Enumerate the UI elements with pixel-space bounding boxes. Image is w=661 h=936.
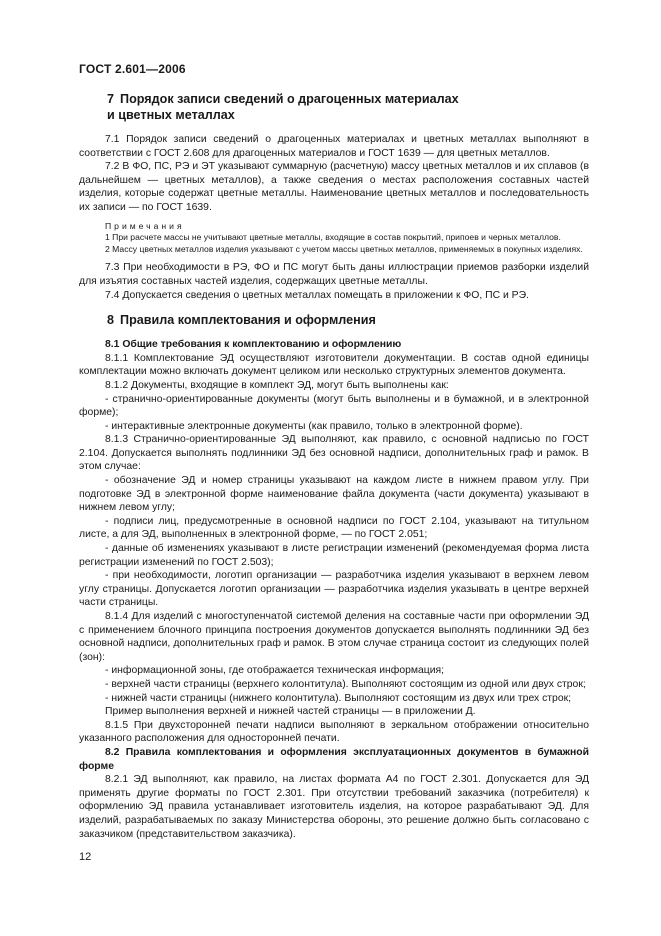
page-content bbox=[79, 91, 589, 841]
paragraph-8-1-5: 8.1.5 При двухсторонней печати надписи выполняют в зеркальном отображении относительно указанного расположения для односторонней печати. bbox=[79, 719, 589, 745]
subsection-8-1-heading: 8.1 Общие требования к комплектованию и оформлению bbox=[105, 339, 402, 351]
section-7-title-line2: и цветных металлах bbox=[107, 108, 235, 122]
list-item-8-1-4a: - информационной зоны, где отображается техническая информация; bbox=[105, 665, 445, 677]
paragraph-7-2: 7.2 В ФО, ПС, РЭ и ЭТ указывают суммарную (расчетную) массу цветных металлов и их сплавов (в дальнейшем — цветных металлов), а также сведения о местах расположения составных частей изделия, которые содержат цветные металлы. Наименование цветных металлов и последовательность их записи — по ГОСТ 1639. bbox=[79, 161, 589, 213]
list-item-8-1-2a: - странично-ориентированные документы (могут быть выполнены и в бумажной, и в электронной форме); bbox=[79, 393, 589, 419]
paragraph-8-2-1: 8.2.1 ЭД выполняют, как правило, на листах формата А4 по ГОСТ 2.301. Допускается для ЭД применять другие форматы по ГОСТ 2.301. При отсутствии требований заказчика (потребителя) к оформлению ЭД правила устанавливает изготовитель изделия, на которое разрабатывают ЭД. Для изделий, разрабатываемых по заказу Министерства обороны, это решение должно быть согласовано с заказчиком (представительством заказчика). bbox=[79, 774, 589, 840]
subsection-8-2-heading: 8.2 Правила комплектования и оформления эксплуатационных документов в бумажной форме bbox=[79, 746, 589, 772]
paragraph-8-1-1: 8.1.1 Комплектование ЭД осуществляют изготовители документации. В состав одной единицы комплектации можно включать документ целиком или несколько структурных элементов документа. bbox=[79, 352, 589, 378]
note-2: 2 Массу цветных металлов изделия указывают с учетом массы цветных металлов, применяемых в покупных изделиях. bbox=[105, 243, 583, 254]
paragraph-7-4: 7.4 Допускается сведения о цветных металлах помещать в приложении к ФО, ПС и РЭ. bbox=[105, 289, 529, 301]
note-1: 1 При расчете массы не учитывают цветные металлы, входящие в состав покрытий, припоев и черных металлов. bbox=[105, 232, 561, 243]
document-header: ГОСТ 2.601—2006 bbox=[79, 62, 186, 76]
list-item-8-1-3c: - данные об изменениях указывают в листе регистрации изменений (рекомендуемая форма листа регистрации изменений по ГОСТ 2.503); bbox=[79, 543, 589, 568]
section-7-number: 7 bbox=[107, 92, 115, 106]
list-item-8-1-3b: - подписи лиц, предусмотренные в основной надписи по ГОСТ 2.104, указывают на титульном листе, а для ЭД, выполненных в электронной форме, — по ГОСТ 2.051; bbox=[79, 515, 589, 541]
paragraph-7-1: 7.1 Порядок записи сведений о драгоценных материалах и цветных металлах выполняют в соответствии с ГОСТ 2.608 для драгоценных материалов и ГОСТ 1639 — для цветных металлов. bbox=[79, 134, 589, 159]
notes-block bbox=[79, 221, 589, 256]
notes-title: Примечания bbox=[105, 220, 185, 231]
paragraph-8-1-4-example: Пример выполнения верхней и нижней частей страницы — в приложении Д. bbox=[105, 706, 476, 718]
page-number: 12 bbox=[79, 851, 92, 863]
paragraph-7-3: 7.3 При необходимости в РЭ, ФО и ПС могут быть даны иллюстрации приемов разборки изделий для изъятия составных частей изделия, содержащих цветные металлы. bbox=[79, 262, 589, 287]
section-7-title-line1: Порядок записи сведений о драгоценных материалах bbox=[120, 92, 459, 106]
list-item-8-1-2b: - интерактивные электронные документы (как правило, только в электронной форме). bbox=[105, 420, 523, 432]
paragraph-8-1-2: 8.1.2 Документы, входящие в комплект ЭД, могут быть выполнены как: bbox=[105, 379, 449, 391]
list-item-8-1-4c: - нижней части страницы (нижнего колонтитула). Выполняют состоящим из двух или трех строк; bbox=[105, 692, 572, 704]
section-8-number: 8 bbox=[107, 313, 115, 328]
section-8-heading bbox=[79, 312, 589, 328]
section-7-heading bbox=[79, 91, 589, 123]
paragraph-8-1-3: 8.1.3 Странично-ориентированные ЭД выполняют, как правило, с основной надписью по ГОСТ 2.104. Допускается выполнять подлинники ЭД без основной надписи, дополнительных граф и рамок. В этом случае: bbox=[79, 434, 589, 473]
section-8-title: Правила комплектования и оформления bbox=[120, 313, 376, 328]
paragraph-8-1-4: 8.1.4 Для изделий с многоступенчатой системой деления на составные части при оформлении ЭД с применением блочного принципа построения документов допускается выполнять подлинники ЭД без основной надписи, дополнительных граф и рамок. В этом случае страница состоит из следующих полей (зон): bbox=[79, 611, 589, 663]
list-item-8-1-3a: - обозначение ЭД и номер страницы указывают на каждом листе в нижнем правом углу. При подготовке ЭД в электронной форме наименование файла документа (части документа) указывают в нижнем левом углу; bbox=[79, 475, 589, 514]
list-item-8-1-3d: - при необходимости, логотип организации — разработчика изделия указывают в верхнем левом углу страницы. Допускается логотип организации — разработчика изделия указывать в центре верхней части страницы. bbox=[79, 570, 589, 609]
list-item-8-1-4b: - верхней части страницы (верхнего колонтитула). Выполняют состоящим из одной или двух строк; bbox=[105, 678, 586, 690]
